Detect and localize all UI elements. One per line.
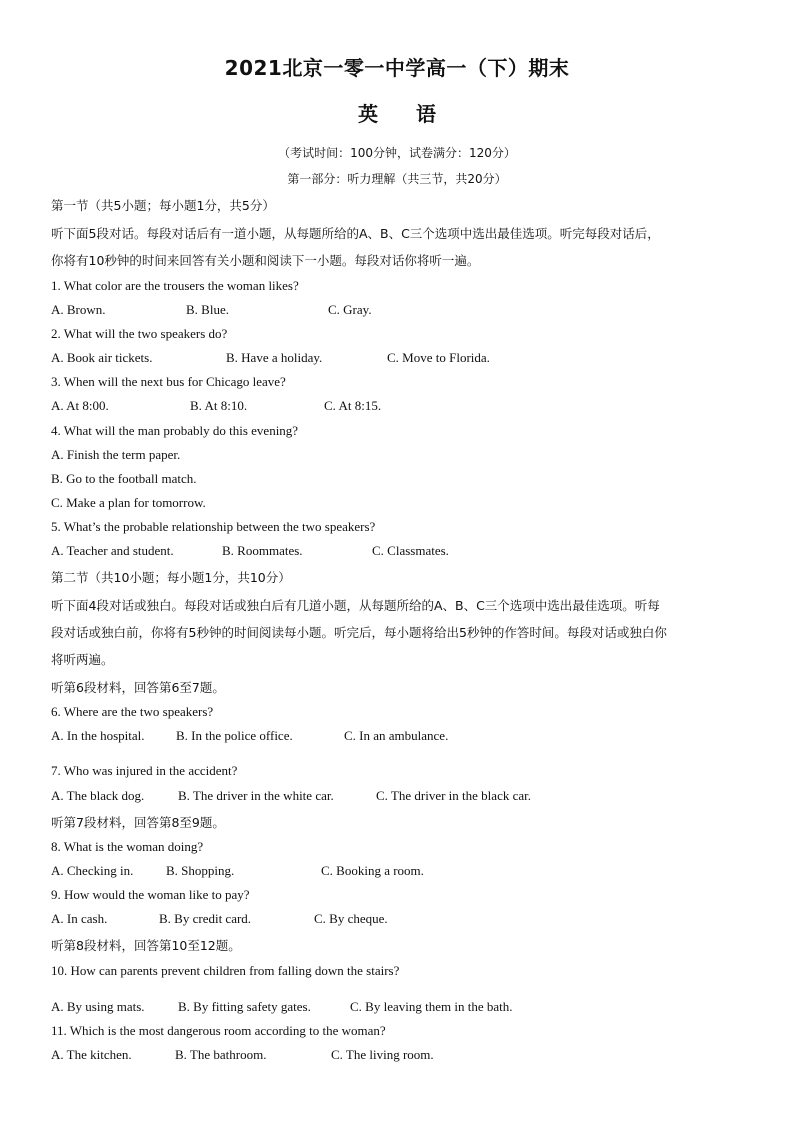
question-6: 6. Where are the two speakers?	[51, 704, 214, 719]
question-10: 10. How can parents prevent children from falling down the stairs?	[51, 963, 400, 978]
question-4-option-c: C. Make a plan for tomorrow.	[51, 495, 206, 510]
question-2: 2. What will the two speakers do?	[51, 326, 228, 341]
option-a: A. Checking in.	[51, 863, 134, 878]
option-b: B. Blue.	[186, 302, 229, 317]
option-b: B. By fitting safety gates.	[178, 999, 311, 1014]
option-a: A. In the hospital.	[51, 728, 145, 743]
option-c: C. By leaving them in the bath.	[350, 999, 513, 1014]
option-b: B. Roommates.	[222, 543, 303, 558]
part-one-heading: 第一部分：听力理解（共三节，共20分）	[287, 172, 507, 186]
question-3: 3. When will the next bus for Chicago leave?	[51, 374, 286, 389]
subject-title: 英语	[358, 102, 474, 126]
section2-instruction-line3: 将听两遍。	[51, 652, 114, 667]
exam-title: 2021北京一零一中学高一（下）期末	[224, 56, 570, 80]
option-b: B. Have a holiday.	[226, 350, 323, 365]
section2-instruction-line2: 段对话或独白前，你将有5秒钟的时间阅读每小题。听完后，每小题将给出5秒钟的作答时间。每段对话或独白你	[51, 625, 667, 640]
option-a: A. By using mats.	[51, 999, 145, 1014]
option-a: A. The black dog.	[51, 788, 145, 803]
option-a: A. The kitchen.	[51, 1047, 132, 1062]
option-c: C. Move to Florida.	[387, 350, 490, 365]
option-c: C. Booking a room.	[321, 863, 424, 878]
question-11: 11. Which is the most dangerous room according to the woman?	[51, 1023, 386, 1038]
option-c: C. By cheque.	[314, 911, 388, 926]
option-a: A. At 8:00.	[51, 398, 109, 413]
material-8-label: 听第8段材料，回答第10至12题。	[51, 938, 241, 953]
option-b: B. At 8:10.	[190, 398, 248, 413]
option-a: A. Book air tickets.	[51, 350, 153, 365]
material-6-label: 听第6段材料，回答第6至7题。	[51, 680, 225, 695]
section1-instruction-line2: 你将有10秒钟的时间来回答有关小题和阅读下一小题。每段对话你将听一遍。	[51, 253, 480, 268]
option-c: C. Gray.	[328, 302, 372, 317]
section1-heading: 第一节（共5小题；每小题1分，共5分）	[51, 198, 275, 213]
option-b: B. By credit card.	[159, 911, 252, 926]
section2-instruction-line1: 听下面4段对话或独白。每段对话或独白后有几道小题，从每题所给的A、B、C三个选项中选出最佳选项。听每	[51, 598, 660, 613]
option-c: C. The living room.	[331, 1047, 434, 1062]
section2-heading: 第二节（共10小题；每小题1分，共10分）	[51, 570, 291, 585]
question-4-option-b: B. Go to the football match.	[51, 471, 197, 486]
question-4: 4. What will the man probably do this evening?	[51, 423, 299, 438]
exam-info: （考试时间：100分钟，试卷满分：120分）	[278, 146, 516, 160]
option-c: C. Classmates.	[372, 543, 449, 558]
option-c: C. At 8:15.	[324, 398, 382, 413]
option-b: B. In the police office.	[176, 728, 293, 743]
option-b: B. The driver in the white car.	[178, 788, 334, 803]
question-7: 7. Who was injured in the accident?	[51, 763, 238, 778]
option-b: B. The bathroom.	[175, 1047, 267, 1062]
option-a: A. Brown.	[51, 302, 106, 317]
question-4-option-a: A. Finish the term paper.	[51, 447, 181, 462]
question-8: 8. What is the woman doing?	[51, 839, 204, 854]
question-9: 9. How would the woman like to pay?	[51, 887, 250, 902]
question-1: 1. What color are the trousers the woman likes?	[51, 278, 299, 293]
material-7-label: 听第7段材料，回答第8至9题。	[51, 815, 225, 830]
question-5: 5. What’s the probable relationship between the two speakers?	[51, 519, 376, 534]
option-c: C. In an ambulance.	[344, 728, 449, 743]
option-a: A. In cash.	[51, 911, 108, 926]
option-b: B. Shopping.	[166, 863, 235, 878]
section1-instruction-line1: 听下面5段对话。每段对话后有一道小题，从每题所给的A、B、C三个选项中选出最佳选项。听完每段对话后，	[51, 226, 660, 241]
option-a: A. Teacher and student.	[51, 543, 174, 558]
option-c: C. The driver in the black car.	[376, 788, 531, 803]
